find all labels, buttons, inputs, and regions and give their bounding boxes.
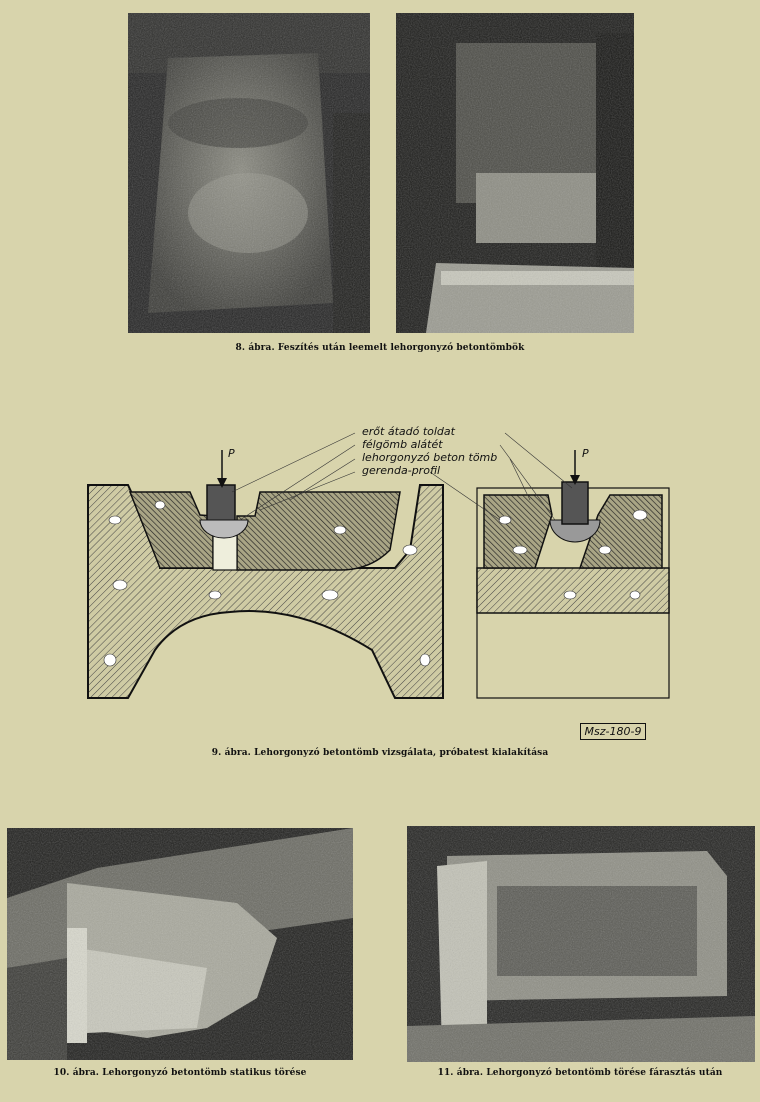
fig9-label-0: erőt átadó toldat bbox=[362, 425, 455, 438]
fig11-caption: 11. ábra. Lehorgonyzó betontömb törése fárasztás után bbox=[437, 1068, 723, 1078]
fig8-caption: 8. ábra. Feszítés után leemelt lehorgonyzó betontömbök bbox=[235, 343, 525, 353]
fig9-beam-right bbox=[477, 450, 669, 698]
fig11-photo bbox=[407, 826, 755, 1062]
fig9-drawing bbox=[0, 420, 760, 720]
fig8-photo-right bbox=[396, 13, 634, 333]
fig9-label-3: gerenda-profil bbox=[362, 464, 441, 477]
fig10-photo bbox=[7, 828, 353, 1060]
fig8-photo-left bbox=[128, 13, 370, 333]
fig10-caption: 10. ábra. Lehorgonyzó betontömb statikus törése bbox=[53, 1068, 307, 1078]
fig9-label-2: lehorgonyzó beton tömb bbox=[362, 451, 498, 464]
fig9-label-1: félgömb alátét bbox=[362, 438, 443, 451]
fig9-beam-left bbox=[88, 450, 443, 698]
fig9-label-P-left: P bbox=[228, 447, 235, 460]
fig9-ref-code: Msz-180-9 bbox=[580, 723, 646, 740]
fig9-caption: 9. ábra. Lehorgonyzó betontömb vizsgálata, próbatest kialakítása bbox=[211, 748, 549, 758]
fig9-label-P-right: P bbox=[582, 447, 589, 460]
